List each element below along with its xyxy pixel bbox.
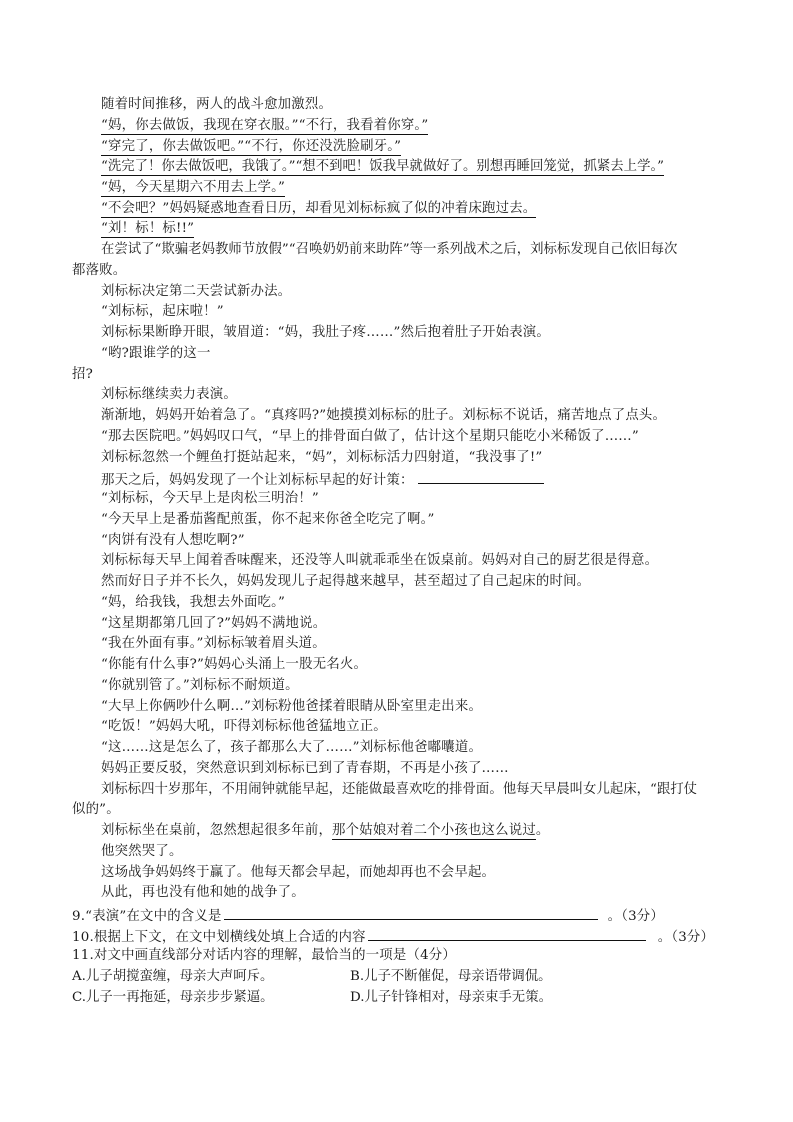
passage-line: 然而好日子并不长久，妈妈发现儿子起得越来越早，甚至超过了自己起床的时间。 bbox=[101, 574, 591, 589]
answer-blank-9[interactable] bbox=[224, 905, 598, 920]
passage-line: 渐渐地，妈妈开始着急了。“真疼吗?”她摸摸刘标标的肚子。刘标标不说话，痛苦地点了点头。 bbox=[101, 408, 667, 423]
question-9: 9.“表演”在文中的含义是 。（3分） bbox=[72, 905, 664, 926]
passage-line: “你就别管了。”刘标标不耐烦道。 bbox=[101, 678, 299, 693]
passage-line: “这星期都第几回了?”妈妈不满地说。 bbox=[101, 616, 327, 631]
passage-line: “那去医院吧。”妈妈叹口气，“早上的排骨面白做了，估计这个星期只能吃小米稀饭了……” bbox=[101, 429, 639, 444]
passage-line: 似的”。 bbox=[72, 802, 120, 817]
option-b[interactable]: B.儿子不断催促，母亲语带调侃。 bbox=[350, 969, 552, 984]
option-c[interactable]: C.儿子一再拖延，母亲步步紧逼。 bbox=[72, 990, 274, 1005]
passage-line: 刘标标决定第二天尝试新办法。 bbox=[101, 284, 292, 299]
option-d[interactable]: D.儿子针锋相对，母亲束手无策。 bbox=[350, 990, 552, 1005]
passage-line: “哟?跟谁学的这一 bbox=[101, 346, 211, 361]
passage-line: 从此，再也没有他和她的战争了。 bbox=[101, 885, 305, 900]
passage-line: “妈，给我钱，我想去外面吃。” bbox=[101, 595, 286, 610]
passage-line: 刘标标坐在桌前，忽然想起很多年前，那个姑娘对着二个小孩也这么说过。 bbox=[101, 823, 550, 838]
passage-line: 妈妈正要反驳，突然意识到刘标标已到了青春期，不再是小孩了…… bbox=[101, 761, 509, 776]
passage-line: “大早上你俩吵什么啊…”刘标粉他爸揉着眼睛从卧室里走出来。 bbox=[101, 699, 483, 714]
passage-line: 刘标标果断睁开眼，皱眉道：“妈，我肚子疼……”然后抱着肚子开始表演。 bbox=[101, 325, 550, 340]
answer-blank-10[interactable] bbox=[368, 926, 646, 941]
passage-line: 刘标标继续卖力表演。 bbox=[101, 387, 237, 402]
passage-line: “刘标标，今天早上是肉松三明治！” bbox=[101, 491, 319, 506]
passage-line: 招? bbox=[72, 367, 93, 382]
passage-line: 随着时间推移，两人的战斗愈加激烈。 bbox=[101, 97, 333, 112]
underlined-dialogue-line: “妈，今天星期六不用去上学。” bbox=[101, 180, 286, 195]
passage-line: “这……这是怎么了，孩子都那么大了……”刘标标他爸嘟囔道。 bbox=[101, 740, 483, 755]
passage-line: “吃饭！”妈妈大吼，吓得刘标标他爸猛地立正。 bbox=[101, 719, 387, 734]
question-11: 11.对文中画直线部分对话内容的理解，最恰当的一项是（4分） bbox=[72, 948, 456, 963]
underlined-dialogue-line: “洗完了！你去做饭吧，我饿了。”“想不到吧！饭我早就做好了。别想再睡回笼觉，抓紧去上学。” bbox=[101, 159, 664, 174]
passage-line: 这场战争妈妈终于赢了。他每天都会早起，而她却再也不会早起。 bbox=[101, 865, 496, 880]
passage-line: 他突然哭了。 bbox=[101, 844, 183, 859]
passage-line: 刘标标忽然一个鲤鱼打挺站起来，“妈”，刘标标活力四射道，“我没事了!” bbox=[101, 450, 543, 465]
option-a[interactable]: A.儿子胡搅蛮缠，母亲大声呵斥。 bbox=[72, 969, 274, 984]
question-10: 10.根据上下文，在文中划横线处填上合适的内容 。（3分） bbox=[72, 926, 714, 947]
passage-line: “刘标标，起床啦！” bbox=[101, 304, 224, 319]
passage-line: 那天之后，妈妈发现了一个让刘标标早起的好计策： bbox=[101, 469, 544, 490]
underlined-dialogue-line: “不会吧？”妈妈疑惑地查看日历，却看见刘标标疯了似的冲着床跑过去。 bbox=[101, 201, 537, 216]
underlined-dialogue-line: “妈，你去做饭，我现在穿衣服。”“不行，我看着你穿。” bbox=[101, 118, 429, 133]
passage-line: “我在外面有事。”刘标标皱着眉头道。 bbox=[101, 636, 326, 651]
passage-line: 刘标标每天早上闻着香味醒来，还没等人叫就乖乖坐在饭桌前。妈妈对自己的厨艺很是得意。 bbox=[101, 553, 659, 568]
underlined-phrase: 那个姑娘对着二个小孩也这么说过 bbox=[332, 823, 536, 838]
underlined-dialogue-line: “刘！标！标!!” bbox=[101, 221, 195, 236]
passage-line: “你能有什么事?”妈妈心头涌上一股无名火。 bbox=[101, 657, 368, 672]
passage-line: 刘标标四十岁那年，不用闹钟就能早起，还能做最喜欢吃的排骨面。他每天早晨叫女儿起床，“跟打仗 bbox=[101, 782, 698, 797]
passage-line: 在尝试了“欺骗老妈教师节放假”“召唤奶奶前来助阵”等一系列战术之后，刘标标发现自己依旧每次 bbox=[101, 242, 678, 257]
passage-line: “今天早上是番茄酱配煎蛋，你不起来你爸全吃完了啊。” bbox=[101, 512, 435, 527]
passage-line: 都落败。 bbox=[72, 263, 127, 278]
underlined-dialogue-line: “穿完了，你去做饭吧。”“不行，你还没洗脸刷牙。” bbox=[101, 139, 402, 154]
fill-in-blank[interactable] bbox=[418, 469, 544, 484]
passage-line: “肉饼有没有人想吃啊?” bbox=[101, 533, 245, 548]
